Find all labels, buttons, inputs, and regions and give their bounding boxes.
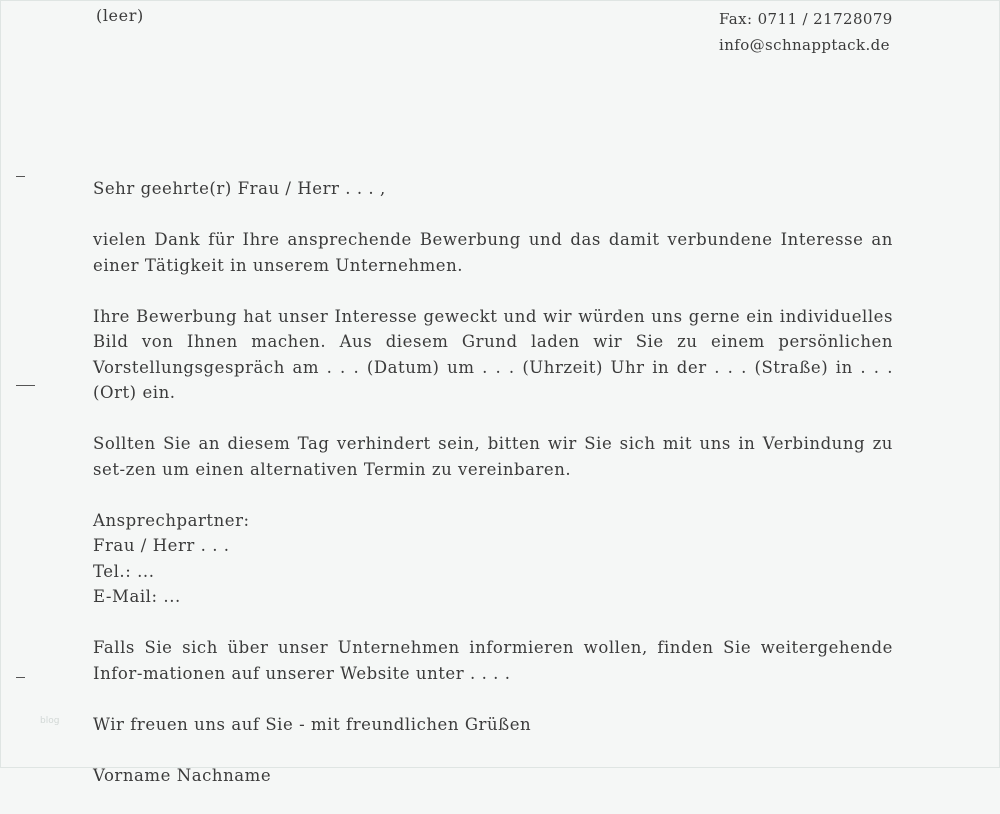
recipient-placeholder: (leer) <box>96 6 144 25</box>
contact-email: E-Mail: ... <box>93 587 181 606</box>
contact-heading: Ansprechpartner: <box>93 510 250 530</box>
punch-mark <box>16 385 35 386</box>
fax-number: Fax: 0711 / 21728079 <box>719 10 893 28</box>
contact-name: Frau / Herr . . . <box>93 536 230 555</box>
watermark: blog <box>40 716 60 726</box>
contact-block <box>93 508 893 610</box>
fold-mark-bottom <box>16 677 25 678</box>
paragraph-reschedule: Sollten Sie an diesem Tag verhindert sein, bitten wir Sie sich mit uns in Verbindung zu set-zen um einen alternativen Termin zu vereinbaren. <box>93 434 893 479</box>
letter-body <box>93 176 893 814</box>
paragraph-thanks: vielen Dank für Ihre ansprechende Bewerbung und das damit verbundene Interesse an einer Tätigkeit in unserem Unternehmen. <box>93 230 893 275</box>
paragraph-invitation: Ihre Bewerbung hat unser Interesse geweckt und wir würden uns gerne ein individuelles Bild von Ihnen machen. Aus diesem Grund laden wir Sie zu einem persönlichen Vorstellungsgespräch am . . . (Datum) um . . . (Uhrzeit) Uhr in der . . . (Straße) in . . . (Ort) ein. <box>93 306 893 402</box>
signature: Vorname Nachname <box>93 765 272 785</box>
sender-email[interactable]: info@schnapptack.de <box>719 36 890 54</box>
contact-tel: Tel.: ... <box>93 561 155 581</box>
closing: Wir freuen uns auf Sie - mit freundlichen Grüßen <box>93 714 532 734</box>
salutation: Sehr geehrte(r) Frau / Herr . . . , <box>93 179 386 198</box>
paragraph-website: Falls Sie sich über unser Unternehmen informieren wollen, finden Sie weitergehende Infor-mationen auf unserer Website unter . . . . <box>93 638 893 683</box>
fold-mark-top <box>16 176 25 177</box>
sender-contact <box>719 6 893 58</box>
